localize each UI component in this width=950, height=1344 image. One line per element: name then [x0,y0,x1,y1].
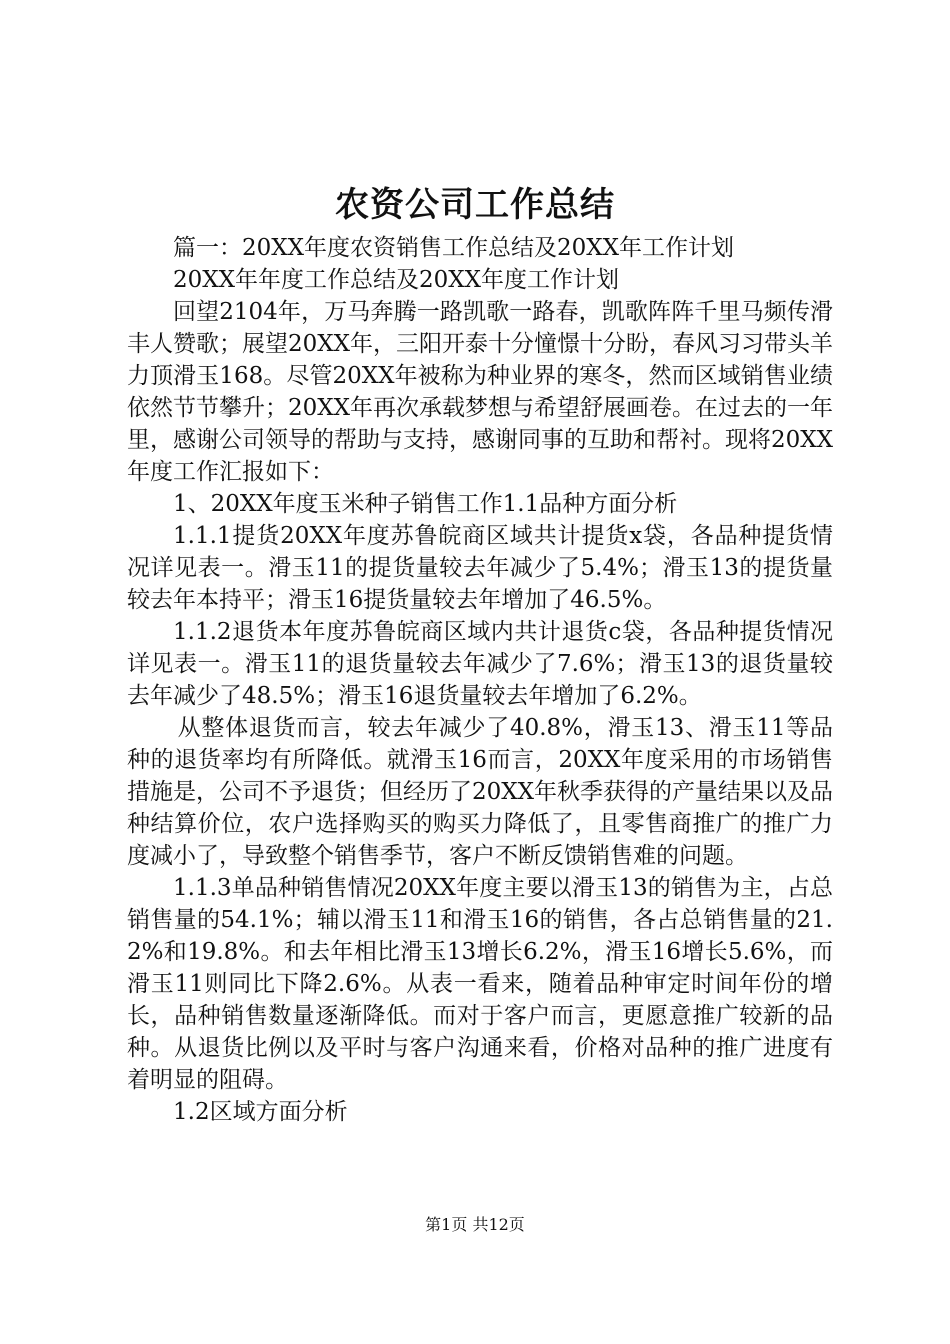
paragraph-subtitle: 20XX年年度工作总结及20XX年度工作计划 [173,267,620,293]
paragraph-heading-1-1: 1、20XX年度玉米种子销售工作1.1品种方面分析 [173,491,678,517]
paragraph-intro: 回望2104年，万马奔腾一路凯歌一路春，凯歌阵阵千里马频传滑丰人赞歌；展望20XX年，三阳开泰十分憧憬十分盼，春风习习带头羊力顶滑玉168。尽管20XX年被称为种业界的寒冬，然而区域销售业绩依然节节攀升；20XX年再次承载梦想与希望舒展画卷。在过去的一年里，感谢公司领导的帮助与支持，感谢同事的互助和帮衬。现将20XX年度工作汇报如下： [127,299,834,485]
document-body [127,232,833,1128]
paragraph-return-analysis: 从整体退货而言，较去年减少了40.8%，滑玉13、滑玉11等品种的退货率均有所降低。就滑玉16而言，20XX年度采用的市场销售措施是，公司不予退货；但经历了20XX年秋季获得的产量结果以及品种结算价位，农户选择购买的购买力降低了，且零售商推广的推广力度减小了，导致整个销售季节，客户不断反馈销售难的问题。 [127,715,834,869]
document-title: 农资公司工作总结 [335,185,615,225]
paragraph-1-1-2: 1.1.2退货本年度苏鲁皖商区域内共计退货c袋，各品种提货情况详见表一。滑玉11的退货量较去年减少了7.6%；滑玉13的退货量较去年减少了48.5%；滑玉16退货量较去年增加了6.2%。 [127,619,833,709]
paragraph-section-heading: 篇一：20XX年度农资销售工作总结及20XX年工作计划 [173,235,735,261]
page-footer: 第1页 共12页 [425,1215,525,1234]
paragraph-1-1-1: 1.1.1提货20XX年度苏鲁皖商区域共计提货x袋，各品种提货情况详见表一。滑玉11的提货量较去年减少了5.4%；滑玉13的提货量较去年本持平；滑玉16提货量较去年增加了46.5%。 [127,523,833,613]
paragraph-heading-1-2: 1.2区域方面分析 [173,1099,348,1125]
paragraph-1-1-3: 1.1.3单品种销售情况20XX年度主要以滑玉13的销售为主，占总销售量的54.1%；辅以滑玉11和滑玉16的销售，各占总销售量的21.2%和19.8%。和去年相比滑玉13增长6.2%，滑玉16增长5.6%，而滑玉11则同比下降2.6%。从表一看来，随着品种审定时间年份的增长，品种销售数量逐渐降低。而对于客户而言，更愿意推广较新的品种。从退货比例以及平时与客户沟通来看，价格对品种的推广进度有着明显的阻碍。 [127,875,833,1093]
